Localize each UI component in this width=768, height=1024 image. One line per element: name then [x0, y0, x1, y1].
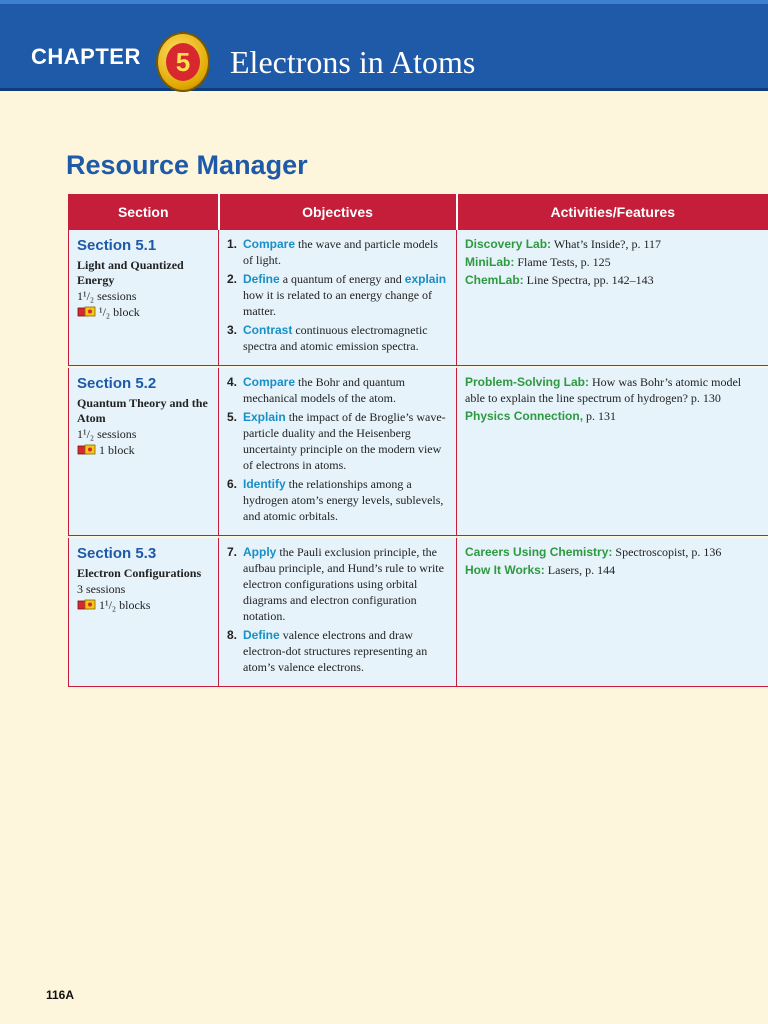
- activities-cell: [457, 538, 768, 687]
- objective-text: the relationships among a hydrogen atom’s energy levels, sublevels, and atomic orbitals.: [243, 477, 444, 523]
- section-blocks-line: [77, 304, 210, 320]
- objective-verb: Apply: [243, 545, 277, 559]
- section-blocks-line: [77, 442, 210, 458]
- activity-label: Problem-Solving Lab:: [465, 375, 590, 389]
- objective-text: the wave and particle models of light.: [243, 237, 438, 267]
- objective-text: valence electrons and draw electron-dot structures representing an atom’s valence electrons.: [243, 628, 428, 674]
- objective-item: [227, 409, 448, 473]
- activity-label: MiniLab:: [465, 255, 515, 269]
- block-schedule-icon: [77, 599, 97, 611]
- objective-item: [227, 236, 448, 268]
- objective-number: 8.: [227, 628, 238, 642]
- objective-text: the Bohr and quantum mechanical models of the atom.: [243, 375, 405, 405]
- activities-cell: [457, 368, 768, 536]
- column-header-activities: Activities/Features: [457, 195, 768, 230]
- activity-item: [465, 374, 760, 406]
- activity-item: [465, 544, 760, 560]
- section-sessions: 3 sessions: [77, 582, 126, 596]
- section-sessions: 1¹/₂ sessions: [77, 289, 137, 303]
- objective-number: 6.: [227, 477, 238, 491]
- activity-label: Discovery Lab:: [465, 237, 552, 251]
- activity-item: [465, 254, 760, 270]
- activity-label: ChemLab:: [465, 273, 524, 287]
- section-sessions: 1¹/₂ sessions: [77, 427, 137, 441]
- activity-item: [465, 408, 760, 424]
- section-heading: Section 5.3: [77, 545, 157, 562]
- objective-number: 7.: [227, 545, 238, 559]
- section-blocks-line: [77, 597, 210, 613]
- activity-item: [465, 236, 760, 252]
- chapter-number: 5: [166, 43, 200, 81]
- column-header-objectives: Objectives: [219, 195, 457, 230]
- table-row: [69, 538, 768, 687]
- activity-text: How was Bohr’s atomic model able to explain the line spectrum of hydrogen? p. 130: [465, 375, 742, 405]
- resource-manager-title: Resource Manager: [66, 150, 308, 180]
- section-name: Quantum Theory and the Atom: [77, 396, 208, 425]
- objective-verb: Compare: [243, 237, 296, 251]
- block-schedule-icon: [77, 306, 97, 318]
- section-name: Electron Configurations: [77, 566, 202, 580]
- objective-verb: explain: [404, 272, 447, 286]
- activity-text: Lasers, p. 144: [544, 563, 616, 577]
- block-schedule-icon: [77, 444, 97, 456]
- objective-text: continuous electromagnetic spectra and atomic emission spectra.: [243, 323, 428, 353]
- objective-text: the Pauli exclusion principle, the aufbau principle, and Hund’s rule to write electron configurations using orbital diagrams and electron configuration notation.: [243, 545, 444, 623]
- chapter-banner: [0, 0, 768, 91]
- objective-text: the impact of de Broglie’s wave-particle duality and the Heisenberg uncertainty principle on the modern view of electrons in atoms.: [243, 410, 446, 472]
- activity-label: Physics Connection,: [465, 409, 584, 423]
- chapter-word: CHAPTER: [31, 44, 141, 69]
- column-header-section: Section: [69, 195, 219, 230]
- objective-number: 1.: [227, 237, 238, 251]
- activity-label: Careers Using Chemistry:: [465, 545, 613, 559]
- table-body: [69, 230, 768, 687]
- objective-verb: Identify: [243, 477, 286, 491]
- objective-item: [227, 627, 448, 675]
- table-row: [69, 368, 768, 536]
- section-heading: Section 5.1: [77, 237, 157, 254]
- objective-text: a quantum of energy and: [279, 272, 405, 286]
- banner-stripe: [0, 0, 768, 4]
- section-blocks: 1¹/₂ blocks: [99, 598, 151, 612]
- objective-number: 5.: [227, 410, 238, 424]
- chapter-number-badge: [158, 34, 208, 90]
- objective-number: 2.: [227, 272, 238, 286]
- activity-text: What’s Inside?, p. 117: [551, 237, 662, 251]
- objective-verb: Compare: [243, 375, 296, 389]
- objective-item: [227, 322, 448, 354]
- chapter-title: Electrons in Atoms: [230, 44, 476, 80]
- table-row: [69, 230, 768, 366]
- section-name: Light and Quantized Energy: [77, 258, 184, 287]
- objective-verb: Define: [243, 272, 280, 286]
- section-blocks: ¹/₂ block: [99, 305, 140, 319]
- objective-text: how it is related to an energy change of matter.: [243, 288, 433, 318]
- objective-verb: Contrast: [243, 323, 293, 337]
- activity-text: Line Spectra, pp. 142–143: [523, 273, 654, 287]
- objective-verb: Define: [243, 628, 280, 642]
- activities-cell: [457, 230, 768, 366]
- activity-text: Flame Tests, p. 125: [514, 255, 611, 269]
- objective-verb: Explain: [243, 410, 286, 424]
- objective-number: 4.: [227, 375, 238, 389]
- objective-item: [227, 374, 448, 406]
- objective-item: [227, 476, 448, 524]
- section-cell: [69, 538, 219, 687]
- activity-text: p. 131: [583, 409, 617, 423]
- section-cell: [69, 368, 219, 536]
- objectives-cell: [219, 368, 457, 536]
- activity-item: [465, 272, 760, 288]
- section-cell: [69, 230, 219, 366]
- table-header-row: [69, 195, 768, 230]
- activity-text: Spectroscopist, p. 136: [612, 545, 722, 559]
- objectives-cell: [219, 230, 457, 366]
- section-blocks: 1 block: [99, 443, 135, 457]
- activity-label: How It Works:: [465, 563, 545, 577]
- objectives-cell: [219, 538, 457, 687]
- page-number: 116A: [46, 988, 75, 1002]
- resource-table: [68, 194, 768, 687]
- section-heading: Section 5.2: [77, 375, 157, 392]
- objective-item: [227, 271, 448, 319]
- activity-item: [465, 562, 760, 578]
- objective-number: 3.: [227, 323, 238, 337]
- objective-item: [227, 544, 448, 624]
